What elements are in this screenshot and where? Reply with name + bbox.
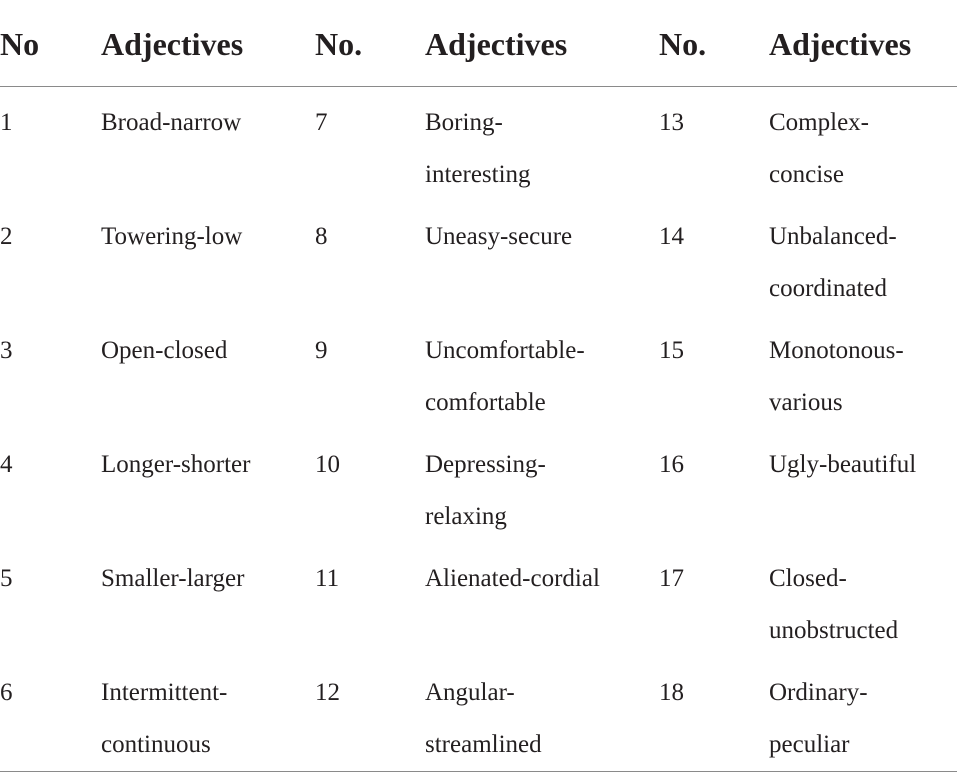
cell-number: 13 (659, 108, 684, 136)
table-row (0, 201, 957, 315)
cell-number: 9 (315, 336, 328, 364)
cell-adjective: Angular- streamlined (425, 678, 542, 758)
table-cell (0, 86, 101, 201)
cell-adjective: Longer-shorter (101, 450, 251, 478)
cell-number: 5 (0, 564, 13, 592)
cell-adjective: Closed- unobstructed (769, 564, 899, 644)
cell-number: 7 (315, 108, 328, 136)
table-cell (769, 86, 957, 201)
header-adjectives-2: Adjectives (425, 0, 659, 86)
cell-adjective: Unbalanced- coordinated (769, 222, 897, 302)
table-cell (425, 657, 659, 772)
table-cell (769, 429, 957, 543)
table-cell (315, 86, 425, 201)
cell-adjective: Uncomfortable- comfortable (425, 336, 585, 416)
cell-number: 8 (315, 222, 328, 250)
table-cell (315, 429, 425, 543)
table-cell (0, 201, 101, 315)
table-header-row (0, 0, 957, 86)
cell-adjective: Depressing- relaxing (425, 450, 546, 530)
table-cell (659, 201, 769, 315)
cell-number: 4 (0, 450, 13, 478)
table-cell (659, 543, 769, 657)
table-row (0, 86, 957, 201)
table-cell (425, 543, 659, 657)
table-row (0, 429, 957, 543)
cell-number: 6 (0, 678, 13, 706)
table-cell (315, 657, 425, 772)
table-cell (769, 201, 957, 315)
cell-adjective: Intermittent- continuous (101, 678, 228, 758)
table-cell (101, 86, 315, 201)
table-cell (315, 201, 425, 315)
header-no-1: No (0, 0, 101, 86)
header-no-3: No. (659, 0, 769, 86)
cell-number: 3 (0, 336, 13, 364)
table-cell (659, 315, 769, 429)
table-cell (0, 429, 101, 543)
cell-adjective: Ordinary- peculiar (769, 678, 868, 758)
table-cell (425, 86, 659, 201)
table-cell (315, 315, 425, 429)
table-cell (425, 315, 659, 429)
table-cell (0, 657, 101, 772)
cell-adjective: Broad-narrow (101, 108, 242, 136)
header-no-2: No. (315, 0, 425, 86)
header-adjectives-1: Adjectives (101, 0, 315, 86)
cell-adjective: Complex- concise (769, 108, 869, 188)
table-cell (769, 315, 957, 429)
table-row (0, 315, 957, 429)
cell-number: 15 (659, 336, 684, 364)
header-adjectives-3: Adjectives (769, 0, 957, 86)
cell-number: 17 (659, 564, 684, 592)
cell-adjective: Open-closed (101, 336, 228, 364)
cell-number: 10 (315, 450, 340, 478)
table-cell (425, 429, 659, 543)
table-cell (659, 86, 769, 201)
cell-adjective: Boring- interesting (425, 108, 531, 188)
cell-adjective: Smaller-larger (101, 564, 245, 592)
cell-adjective: Uneasy-secure (425, 222, 573, 250)
table-cell (769, 543, 957, 657)
table-cell (101, 657, 315, 772)
cell-adjective: Alienated-cordial (425, 564, 600, 592)
table-cell (425, 201, 659, 315)
table-cell (101, 429, 315, 543)
table-cell (0, 315, 101, 429)
cell-number: 16 (659, 450, 684, 478)
cell-adjective: Ugly-beautiful (769, 450, 917, 478)
table-cell (659, 657, 769, 772)
cell-number: 2 (0, 222, 13, 250)
cell-adjective: Monotonous- various (769, 336, 904, 416)
cell-number: 1 (0, 108, 13, 136)
cell-number: 11 (315, 564, 340, 592)
table-cell (769, 657, 957, 772)
table-row (0, 543, 957, 657)
table-cell (101, 543, 315, 657)
table-cell (101, 201, 315, 315)
cell-number: 12 (315, 678, 340, 706)
table-cell (0, 543, 101, 657)
cell-number: 14 (659, 222, 684, 250)
table-row (0, 657, 957, 772)
cell-number: 18 (659, 678, 684, 706)
table-cell (101, 315, 315, 429)
table-cell (659, 429, 769, 543)
cell-adjective: Towering-low (101, 222, 243, 250)
table-cell (315, 543, 425, 657)
